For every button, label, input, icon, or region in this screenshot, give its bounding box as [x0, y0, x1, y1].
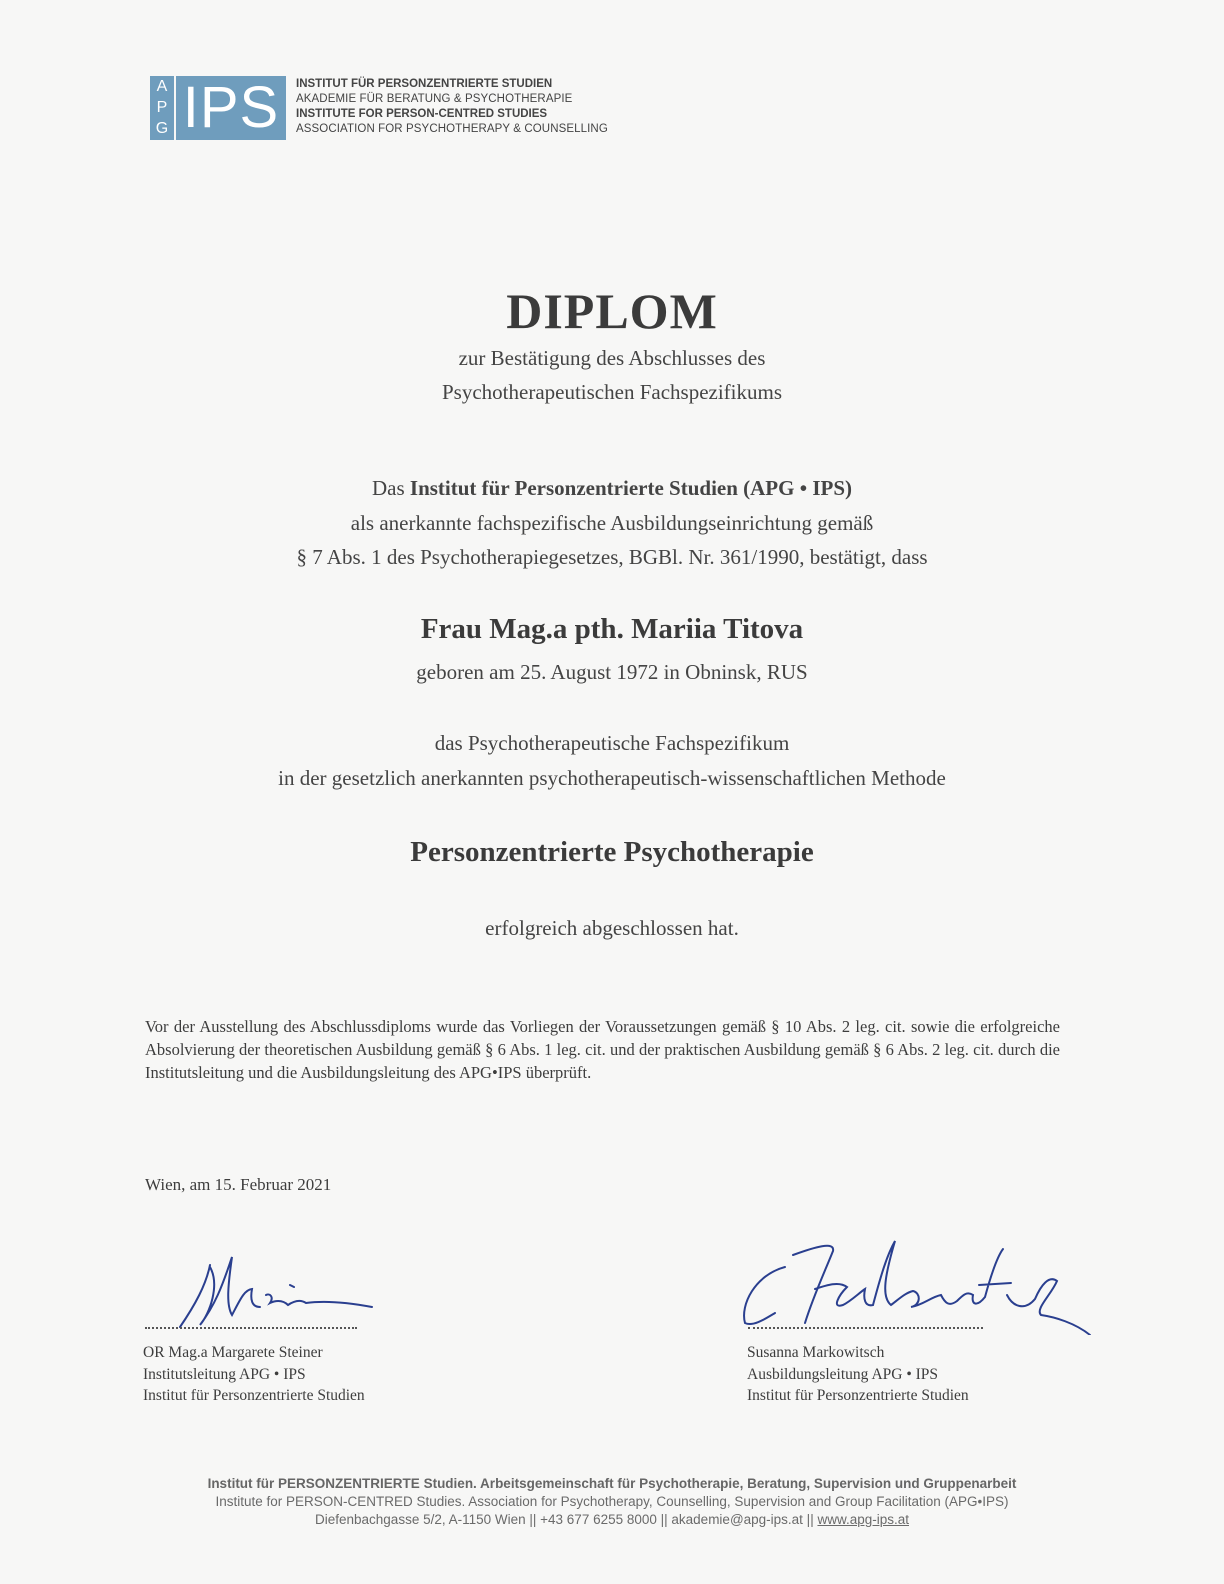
logo-line-2: AKADEMIE FÜR BERATUNG & PSYCHOTHERAPIE: [296, 93, 573, 105]
footer-contact: Diefenbachgasse 5/2, A-1150 Wien || +43 677 6255 8000 || akademie@apg-ips.at ||: [315, 1512, 818, 1527]
footer-address: [0, 1511, 1224, 1529]
signature-markowitsch: [735, 1235, 1095, 1335]
intro-institute: Institut für Personzentrierte Studien (APG • IPS): [409, 476, 852, 500]
logo-letter-g: G: [155, 120, 169, 138]
recipient-birth: geboren am 25. August 1972 in Obninsk, RUS: [416, 660, 808, 684]
intro-line-3: § 7 Abs. 1 des Psychotherapiegesetzes, BGBl. Nr. 361/1990, bestätigt, dass: [296, 545, 928, 569]
method-name: Personzentrierte Psychotherapie: [410, 836, 814, 868]
footer-line-1: Institut für PERSONZENTRIERTE Studien. Arbeitsgemeinschaft für Psychotherapie, Beratung, Supervision und Gruppenarbeit: [207, 1476, 1017, 1491]
logo-ips-mark: IPS: [176, 76, 286, 140]
issue-date: Wien, am 15. Februar 2021: [145, 1175, 332, 1194]
signatory-right: [747, 1342, 969, 1407]
signatory-right-name: Susanna Markowitsch: [747, 1344, 885, 1361]
logo-letter-p: P: [156, 98, 168, 116]
recipient-name: Frau Mag.a pth. Mariia Titova: [420, 613, 804, 645]
method-intro-line-1: das Psychotherapeutische Fachspezifikum: [434, 731, 790, 755]
signatory-left-institution: Institut für Personzentrierte Studien: [143, 1387, 365, 1404]
footer-website-link[interactable]: www.apg-ips.at: [817, 1512, 909, 1527]
signature-steiner: [170, 1245, 390, 1335]
completed-text: erfolgreich abgeschlossen hat.: [485, 916, 739, 940]
intro-line-2: als anerkannte fachspezifische Ausbildungseinrichtung gemäß: [350, 511, 874, 535]
logo-letter-a: A: [156, 77, 168, 95]
document-title: DIPLOM: [506, 283, 718, 339]
logo-line-1: INSTITUT FÜR PERSONZENTRIERTE STUDIEN: [296, 78, 553, 90]
intro-line-1: [0, 476, 1224, 501]
signatory-right-institution: Institut für Personzentrierte Studien: [747, 1387, 969, 1404]
subtitle-line-2: Psychotherapeutischen Fachspezifikums: [442, 380, 782, 404]
signature-line-left: [145, 1327, 357, 1329]
signatory-left-name: OR Mag.a Margarete Steiner: [143, 1344, 323, 1361]
method-intro-line-2: in der gesetzlich anerkannten psychotherapeutisch-wissenschaftlichen Methode: [278, 766, 946, 790]
logo-text: [296, 76, 608, 140]
logo-line-3: INSTITUTE FOR PERSON-CENTRED STUDIES: [296, 108, 548, 120]
signature-line-right: [748, 1327, 983, 1329]
subtitle-line-1: zur Bestätigung des Abschlusses des: [458, 346, 766, 370]
signatory-left: [143, 1342, 365, 1407]
institute-logo: [150, 76, 608, 140]
verification-paragraph: Vor der Ausstellung des Abschlussdiploms wurde das Vorliegen der Voraussetzungen gemäß § 10 Abs. 2 leg. cit. sowie die erfolgreiche Absolvierung der theoretischen Ausbildung gemäß § 6 Abs. 1 leg. cit. und der praktischen Ausbildung gemäß § 6 Abs. 2 leg. cit. durch die Institutsleitung und die Ausbildungsleitung des APG•IPS überprüft.: [145, 1017, 1060, 1082]
logo-apg-column: [150, 76, 174, 140]
footer: [0, 1475, 1224, 1529]
logo-line-4: ASSOCIATION FOR PSYCHOTHERAPY & COUNSELLING: [296, 123, 608, 135]
signatory-left-role: Institutsleitung APG • IPS: [143, 1365, 306, 1383]
signatory-right-role: Ausbildungsleitung APG • IPS: [747, 1365, 939, 1383]
footer-line-2: Institute for PERSON-CENTRED Studies. Association for Psychotherapy, Counselling, Supervision and Group Facilitation (APG•IPS): [215, 1494, 1009, 1509]
intro-prefix: Das: [371, 476, 410, 500]
